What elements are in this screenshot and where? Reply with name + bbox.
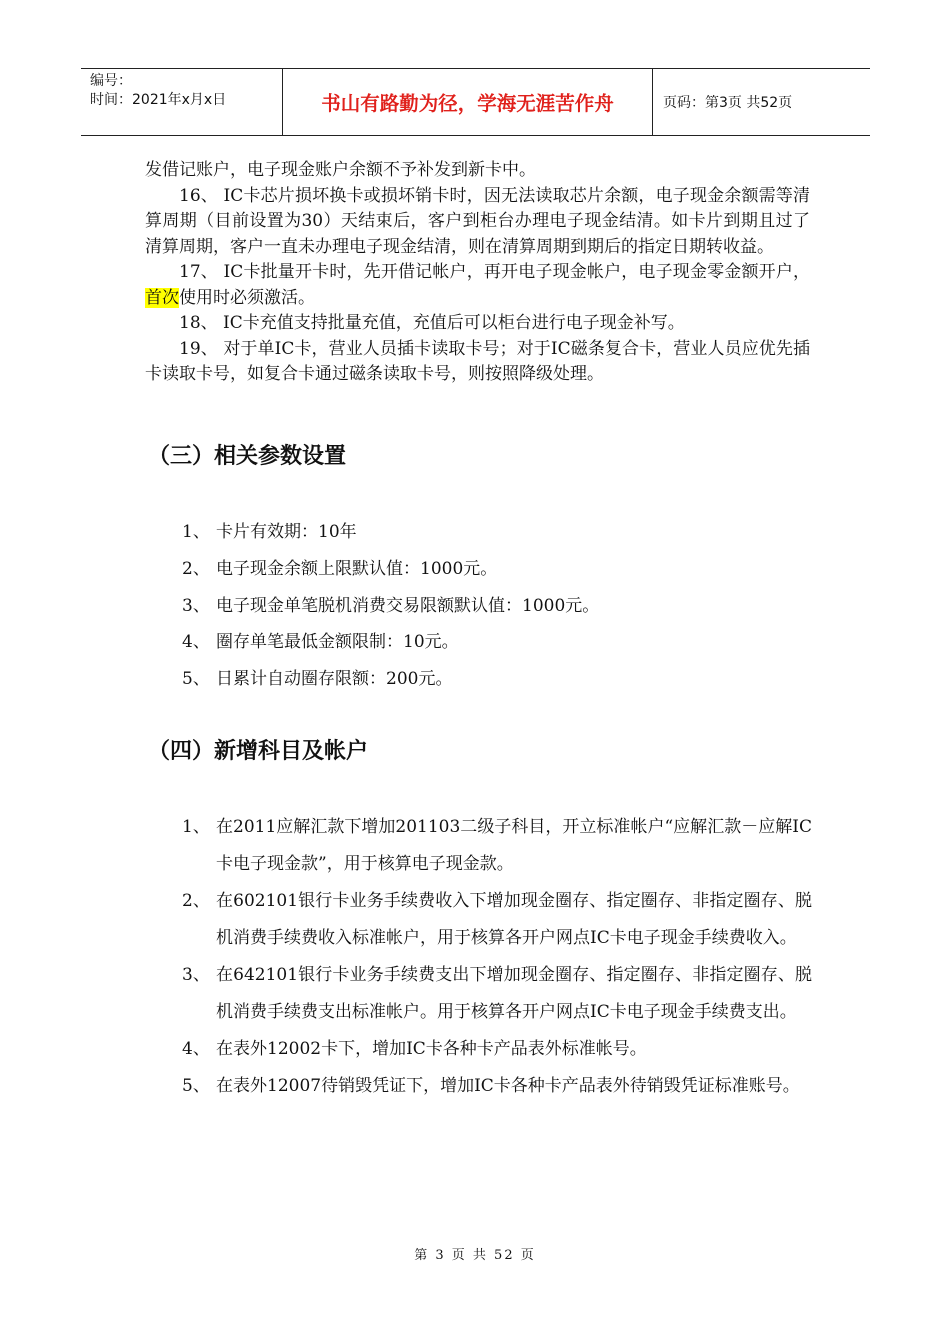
paragraph-continuation: 发借记账户，电子现金账户余额不予补发到新卡中。	[145, 160, 536, 180]
paragraph-item-17	[145, 260, 810, 311]
list-item: 2、 在602101银行卡业务手续费收入下增加现金圈存、指定圈存、非指定圈存、脱机消费手续费收入标准帐户，用于核算各开户网点IC卡电子现金手续费收入。	[182, 891, 812, 948]
paragraph-item-18: 18、 IC卡充值支持批量充值，充值后可以柜台进行电子现金补写。	[179, 313, 685, 333]
list-item: 4、 圈存单笔最低金额限制：10元。	[182, 632, 459, 653]
section-3-heading: （三）相关参数设置	[148, 444, 347, 469]
list-item: 1、 在2011应解汇款下增加201103二级子科目，开立标准帐户“应解汇款－应解IC卡电子现金款”，用于核算电子现金款。	[182, 817, 812, 874]
section-4-heading: （四）新增科目及帐户	[148, 739, 369, 764]
list-item: 1、 卡片有效期：10年	[182, 522, 357, 542]
section-3-list	[182, 520, 812, 704]
item17-text-b: 使用时必须激活。	[179, 287, 315, 308]
page-header	[81, 68, 870, 136]
page-footer: 第 3 页 共 52 页	[414, 1248, 536, 1263]
list-item: 3、 电子现金单笔脱机消费交易限额默认值：1000元。	[182, 595, 600, 616]
document-number-label: 编号：	[90, 73, 132, 89]
paragraph-item-19: 19、 对于单IC卡，营业人员插卡读取卡号；对于IC磁条复合卡，营业人员应优先插卡读取卡号，如复合卡通过磁条读取卡号，则按照降级处理。	[145, 338, 810, 384]
list-item: 2、 电子现金余额上限默认值：1000元。	[182, 558, 498, 579]
header-meta	[81, 69, 283, 135]
section-4-list	[182, 809, 812, 1105]
document-time-label: 时间：2021年x月x日	[90, 92, 227, 108]
intro-paragraphs	[145, 158, 810, 388]
list-item: 5、 日累计自动圈存限额：200元。	[182, 669, 453, 690]
paragraph-item-16: 16、 IC卡芯片损坏换卡或损坏销卡时，因无法读取芯片余额，电子现金余额需等清算周期（目前设置为30）天结束后，客户到柜台办理电子现金结清。如卡片到期且过了清算周期，客户一直未办理电子现金结清，则在清算周期到期后的指定日期转收益。	[145, 185, 810, 257]
list-item: 3、 在642101银行卡业务手续费支出下增加现金圈存、指定圈存、非指定圈存、脱机消费手续费支出标准帐户。用于核算各开户网点IC卡电子现金手续费支出。	[182, 965, 812, 1022]
highlighted-text: 首次	[145, 287, 179, 308]
item17-text-a: 17、 IC卡批量开卡时，先开借记帐户，再开电子现金帐户，电子现金零金额开户，	[179, 262, 810, 282]
list-item: 5、 在表外12007待销毁凭证下，增加IC卡各种卡产品表外待销毁凭证标准账号。	[182, 1076, 800, 1096]
header-motto: 书山有路勤为径，学海无涯苦作舟	[283, 69, 653, 135]
header-page-info: 页码：第3页 共52页	[663, 95, 793, 111]
list-item: 4、 在表外12002卡下，增加IC卡各种卡产品表外标准帐号。	[182, 1039, 647, 1059]
